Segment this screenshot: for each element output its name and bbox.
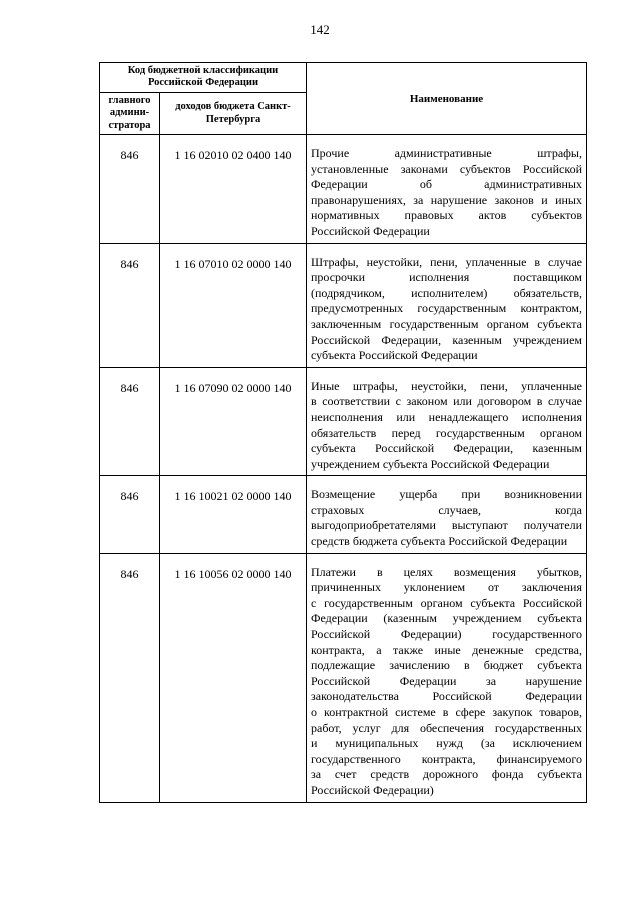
description-line: Штрафы, неустойки, пени, уплаченные в случае <box>311 254 582 269</box>
description-cell <box>307 367 587 476</box>
admin-code-cell: 846 <box>100 476 160 553</box>
description-line: неисполнения или ненадлежащего исполнения <box>311 409 582 424</box>
description-line: нормативных правовых актов субъектов <box>311 208 582 223</box>
description-line: причиненных уклонением от заключения <box>311 580 582 595</box>
description-line: Иные штрафы, неустойки, пени, уплаченные <box>311 378 582 393</box>
description-line: Федерации (казенным учреждением субъекта <box>311 611 582 626</box>
description-line: подлежащие зачислению в бюджет субъекта <box>311 658 582 673</box>
description-line: за счет средств дорожного фонда субъекта <box>311 767 582 782</box>
header-chief-administrator: главного админи-стратора <box>100 93 160 135</box>
description-line: (подрядчиком, исполнителем) обязательств, <box>311 285 582 300</box>
table-header-row <box>100 63 587 93</box>
description-line: Российской Федерации за нарушение <box>311 673 582 688</box>
description-line: предусмотренных государственным контрактом, <box>311 301 582 316</box>
description-line: правонарушениях, за нарушение законов и иных <box>311 192 582 207</box>
description-line: в соответствии с законом или договором в случае <box>311 394 582 409</box>
description-line: Российской Федерации) государственного <box>311 627 582 642</box>
description-line: выгодоприобретателями выступают получатели <box>311 518 582 533</box>
income-code-cell: 1 16 02010 02 0400 140 <box>160 135 307 244</box>
description-line: заключенным государственным органом субъекта <box>311 316 582 331</box>
income-code-cell: 1 16 10056 02 0000 140 <box>160 553 307 802</box>
header-budget-classification-code: Код бюджетной классификации Российской Федерации <box>100 63 307 93</box>
description-line: Российской Федерации) <box>311 782 434 797</box>
description-line: субъекта Российской Федерации, казенным <box>311 441 582 456</box>
admin-code-cell: 846 <box>100 135 160 244</box>
description-line: работ, услуг для обеспечения государственных <box>311 720 582 735</box>
description-line: с государственным органом субъекта Российской <box>311 595 582 610</box>
description-line: субъекта Российской Федерации <box>311 348 478 363</box>
description-line: Российской Федерации <box>311 223 430 238</box>
table-row <box>100 367 587 476</box>
admin-code-cell: 846 <box>100 367 160 476</box>
admin-code-cell: 846 <box>100 243 160 367</box>
description-line: Федерации об административных <box>311 177 582 192</box>
description-line: и муниципальных нужд (за исключением <box>311 736 582 751</box>
table-row <box>100 476 587 553</box>
budget-classification-table <box>99 62 587 803</box>
description-line: Возмещение ущерба при возникновении <box>311 487 582 502</box>
income-code-cell: 1 16 10021 02 0000 140 <box>160 476 307 553</box>
admin-code-cell: 846 <box>100 553 160 802</box>
description-line: просрочки исполнения поставщиком <box>311 270 582 285</box>
description-line: обязательств перед государственным органом <box>311 425 582 440</box>
description-cell <box>307 553 587 802</box>
description-line: законодательства Российской Федерации <box>311 689 582 704</box>
table-row <box>100 243 587 367</box>
description-cell <box>307 135 587 244</box>
description-line: Платежи в целях возмещения убытков, <box>311 564 582 579</box>
description-line: государственного контракта, финансируемого <box>311 751 582 766</box>
description-cell <box>307 476 587 553</box>
income-code-cell: 1 16 07010 02 0000 140 <box>160 243 307 367</box>
description-line: Российской Федерации, казенным учреждением <box>311 332 582 347</box>
description-line: о контрактной системе в сфере закупок товаров, <box>311 705 582 719</box>
description-line: учреждением субъекта Российской Федерации <box>311 456 550 471</box>
description-line: Прочие административные штрафы, <box>311 146 582 160</box>
description-line: установленные законами субъектов Российской <box>311 161 582 176</box>
description-line: контракта, а также иные денежные средства, <box>311 642 582 657</box>
table-row <box>100 135 587 244</box>
header-name: Наименование <box>307 63 587 135</box>
table-row <box>100 553 587 802</box>
description-cell <box>307 243 587 367</box>
description-line: страховых случаев, когда <box>311 502 582 517</box>
income-code-cell: 1 16 07090 02 0000 140 <box>160 367 307 476</box>
page-number: 142 <box>310 22 330 37</box>
header-income-code: доходов бюджета Санкт-Петербурга <box>160 93 307 135</box>
description-line: средств бюджета субъекта Российской Федерации <box>311 534 568 549</box>
